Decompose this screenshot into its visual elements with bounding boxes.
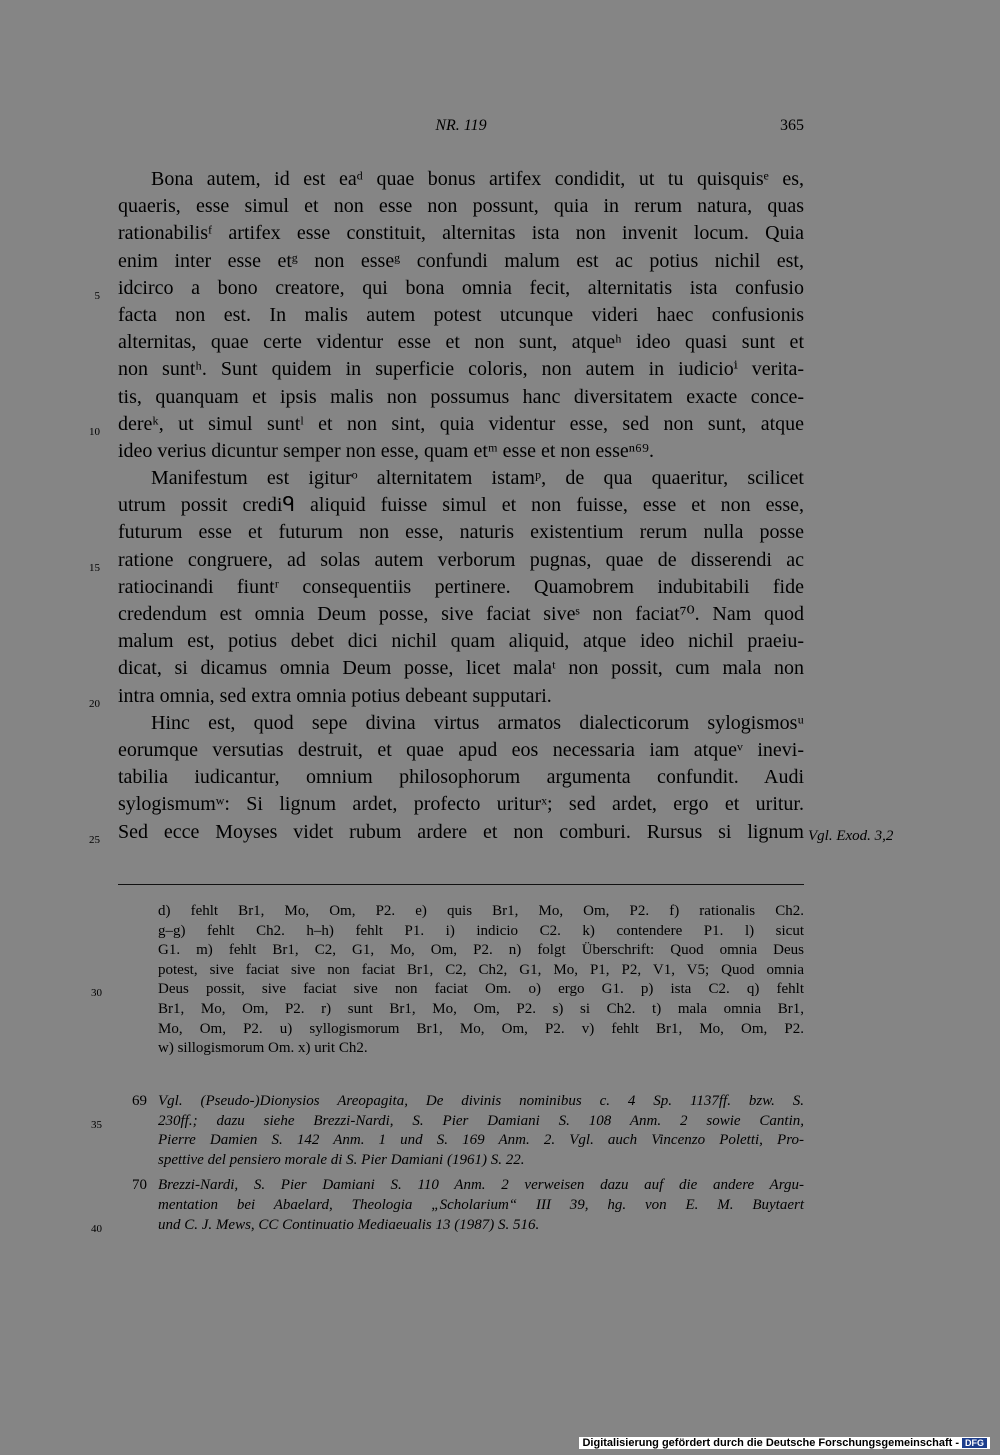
apparatus-line: Deus possit, sive faciat sive non faciat Om. o) ergo G1. p) ista C2. q) fehlt — [158, 981, 804, 998]
line-number: 40 — [91, 1222, 102, 1235]
page-number: 365 — [780, 117, 804, 134]
commentary-notes — [91, 1092, 804, 1235]
apparatus-line: G1. m) fehlt Br1, C2, G1, Mo, Om, P2. n) folgt Überschrift: Quod omnia Deus — [158, 942, 804, 959]
line-number: 35 — [91, 1118, 102, 1131]
text-line: non suntʰ. Sunt quidem in superficie coloris, non autem in iudicioⁱ verita- — [118, 358, 804, 381]
apparatus-line: Br1, Mo, Om, P2. r) sunt Br1, Mo, Om, P2. s) si Ch2. t) mala omnia Br1, — [158, 1000, 804, 1017]
text-line: Manifestum est igiturᵒ alternitatem istamᵖ, de qua quaeritur, scilicet — [151, 467, 804, 490]
line-number: 10 — [89, 425, 100, 438]
text-line: facta non est. In malis autem potest utcunque videri haec confusionis — [118, 303, 804, 326]
dfg-logo: DFG — [962, 1438, 987, 1448]
apparatus-line: g–g) fehlt Ch2. h–h) fehlt P1. i) indicio C2. k) contendere P1. l) sicut — [158, 922, 804, 939]
footnote-rule — [118, 884, 804, 885]
line-number: 30 — [91, 987, 102, 1000]
apparatus-line: w) sillogismorum Om. x) urit Ch2. — [158, 1040, 368, 1057]
note-line: Brezzi-Nardi, S. Pier Damiani S. 110 Anm. 2 verweisen dazu auf die andere Argu- — [158, 1177, 804, 1194]
line-number: 25 — [89, 833, 100, 846]
main-text — [89, 166, 894, 846]
text-line: eorumque versutias destruit, et quae apud eos necessaria iam atqueᵛ inevi- — [118, 738, 804, 761]
text-line: ratiocinandi fiuntʳ consequentiis pertinere. Quamobrem indubitabili fide — [118, 575, 804, 598]
text-line: credendum est omnia Deum posse, sive faciat siveˢ non faciat⁷⁰. Nam quod — [118, 603, 804, 625]
text-line: sylogismumʷ: Si lignum ardet, profecto uriturˣ; sed ardet, ergo et uritur. — [118, 793, 804, 816]
text-line: futurum esse et futurum non esse, naturis existentium rerum nulla posse — [118, 521, 804, 544]
text-line: utrum possit crediᑫ aliquid fuisse simul et non fuisse, esse et non esse, — [118, 494, 804, 517]
text-line: rationabilisᶠ artifex esse constituit, alternitas ista non invenit locum. Quia — [118, 222, 804, 245]
credit-text: Digitalisierung gefördert durch die Deutsche Forschungsgemeinschaft - — [582, 1437, 959, 1449]
text-line: alternitas, quae certe videntur esse et non sunt, atqueʰ ideo quasi sunt et — [118, 331, 804, 354]
apparatus-line: Mo, Om, P2. u) syllogismorum Br1, Mo, Om, P2. v) fehlt Br1, Mo, Om, P2. — [158, 1020, 804, 1037]
text-line: Bona autem, id est eaᵈ quae bonus artifex condidit, ut tu quisquisᵉ es, — [151, 168, 804, 190]
critical-apparatus — [91, 902, 804, 1059]
text-line: Hinc est, quod sepe divina virtus armatos dialecticorum sylogismosᵘ — [151, 711, 804, 734]
note-line: 230ff.; dazu siehe Brezzi-Nardi, S. Pier Damiani S. 108 Anm. 2 sowie Cantin, — [158, 1112, 804, 1129]
text-line: enim inter esse etᵍ non esseᵍ confundi malum est ac potius nichil est, — [118, 249, 804, 272]
running-header — [118, 117, 804, 143]
note-line: spettive del pensiero morale di S. Pier Damiani (1961) S. 22. — [158, 1151, 525, 1168]
note-line: Pierre Damien S. 142 Anm. 1 und S. 169 Anm. 2. Vgl. auch Vincenzo Poletti, Pro- — [158, 1132, 804, 1149]
note-line: und C. J. Mews, CC Continuatio Mediaeualis 13 (1987) S. 516. — [158, 1216, 540, 1233]
line-number: 5 — [94, 289, 100, 302]
running-title: NR. 119 — [435, 117, 487, 134]
note-line: Vgl. (Pseudo-)Dionysios Areopagita, De divinis nominibus c. 4 Sp. 1137ff. bzw. S. — [158, 1093, 804, 1109]
line-number: 15 — [89, 561, 100, 574]
text-line: idcirco a bono creatore, qui bona omnia fecit, alternitatis ista confusio — [118, 276, 804, 299]
digitization-credit — [579, 1437, 990, 1449]
note-number: 70 — [132, 1177, 147, 1194]
text-line: dicat, si dicamus omnia Deum posse, licet malaᵗ non possit, cum mala non — [118, 657, 804, 680]
margin-reference: Vgl. Exod. 3,2 — [808, 827, 894, 844]
apparatus-line: potest, sive faciat sive non faciat Br1, C2, Ch2, G1, Mo, P1, P2, V1, V5; Quod omnia — [158, 961, 804, 978]
note-number: 69 — [132, 1093, 147, 1109]
note-line: mentation bei Abaelard, Theologia „Scholarium“ III 39, hg. von E. M. Buytaert — [158, 1196, 804, 1213]
text-line: intra omnia, sed extra omnia potius debeant supputari. — [118, 684, 552, 707]
text-line: ratione congruere, ad solas autem verborum pugnas, quae de disserendi ac — [118, 548, 804, 571]
apparatus-line: d) fehlt Br1, Mo, Om, P2. e) quis Br1, Mo, Om, P2. f) rationalis Ch2. — [158, 903, 804, 919]
text-line: malum est, potius debet dici nichil quam aliquid, atque ideo nichil praeiu- — [118, 630, 804, 653]
text-line: quaeris, esse simul et non esse non possunt, quia in rerum natura, quas — [118, 195, 804, 218]
text-line: tabilia iudicantur, omnium philosophorum argumenta confundit. Audi — [118, 766, 804, 789]
text-line: tis, quanquam et ipsis malis non possumus hanc diversitatem exacte conce- — [118, 385, 804, 408]
line-number: 20 — [89, 697, 100, 710]
text-line: ideo verius dicuntur semper non esse, quam etᵐ esse et non esseⁿ⁶⁹. — [118, 439, 654, 462]
text-line: dereᵏ, ut simul suntˡ et non sint, quia videntur esse, sed non sunt, atque — [118, 412, 804, 435]
text-line: Sed ecce Moyses videt rubum ardere et non comburi. Rursus si lignum — [118, 820, 804, 843]
